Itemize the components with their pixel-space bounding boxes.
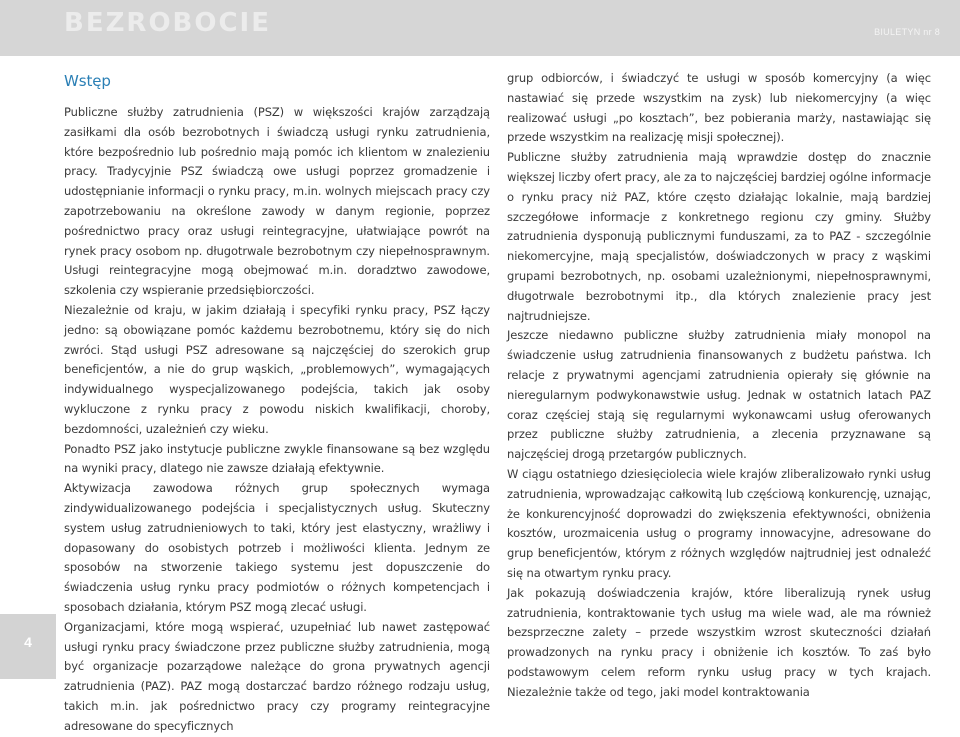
paragraph: Publiczne służby zatrudnienia mają wprawdzie dostęp do znacznie większej liczby ofert pracy, ale za to najczęściej bardziej ogólne informacje o rynku pracy niż PAZ, które często działając lokalnie, mają bardziej szczegółowe informacje z konkretnego regionu czy gminy. Służby zatrudnienia dysponują publicznymi funduszami, za to PAZ - szczególnie niekomercyjne, mają specjalistów, doświadczonych w pracy z wąskimi grupami bezrobotnych, np. osobami uzależnionymi, niepełnosprawnymi, długotrwale bezrobotnymi itp., dla których znalezienie pracy jest najtrudniejsze. [507, 150, 931, 323]
paragraph: Publiczne służby zatrudnienia (PSZ) w większości krajów zarządzają zasiłkami dla osób bezrobotnych i świadczą usługi rynku zatrudnienia, które bezpośrednio lub pośrednio mają pomóc ich klientom w znalezieniu pracy. Tradycyjnie PSZ świadczą owe usługi poprzez gromadzenie i udostępnianie informacji o rynku pracy, m.in. wolnych miejscach pracy czy zapotrzebowaniu na określone zawody w danym regionie, poprzez pośrednictwo pracy oraz usługi reintegracyjne, ułatwiające powrót na rynek pracy osobom np. długotrwale bezrobotnym czy niepełnosprawnym. Usługi reintegracyjne mogą obejmować m.in. doradztwo zawodowe, szkolenia czy wspieranie przedsiębiorczości. [64, 105, 490, 298]
brand-title: BEZROBOCIE [64, 8, 271, 38]
paragraph: Ponadto PSZ jako instytucje publiczne zwykle finansowane są bez względu na wyniki pracy, dlatego nie zawsze działają efektywnie. [64, 441, 490, 476]
page-number-box [0, 614, 56, 679]
left-column [64, 66, 490, 737]
page-number: 4 [24, 634, 32, 650]
paragraph: grup odbiorców, i świadczyć te usługi w sposób komercyjny (a więc nastawiać się przede wszystkim na zysk) lub niekomercyjny (a więc realizować usługi „po kosztach”, bez pobierania marży, nastawiając się przede wszystkim na realizację misji społecznej). [507, 71, 931, 145]
paragraph: Jak pokazują doświadczenia krajów, które liberalizują rynek usług zatrudnienia, kontraktowanie tych usług ma wiele wad, ale ma również bezsprzeczne zalety – przede wszystkim wzrost skuteczności działań prowadzonych na rynku pracy i obniżenie ich kosztów. To zaś było podstawowym celem reform rynku usług pracy w tych krajach. Niezależnie także od tego, jaki model kontraktowania [507, 585, 931, 699]
paragraph: Organizacjami, które mogą wspierać, uzupełniać lub nawet zastępować usługi rynku pracy świadczone przez publiczne służby zatrudnienia, mogą być organizacje pozarządowe należące do grona prywatnych agencji zatrudnienia (PAZ). PAZ mogą dostarczać bardzo różnego rodzaju usług, takich m.in. jak pośrednictwo pracy czy programy reintegracyjne adresowane do specyficznych [64, 619, 490, 733]
paragraph: Aktywizacja zawodowa różnych grup społecznych wymaga zindywidualizowanego podejścia i specjalistycznych usług. Skuteczny system usług zatrudnieniowych to taki, który jest elastyczny, wrażliwy i dopasowany do osobistych potrzeb i możliwości klienta. Jednym ze sposobów na stworzenie takiego systemu jest dopuszczenie do świadczenia usług rynku pracy podmiotów o różnych kompetencjach i sposobach działania, którym PSZ mogą zlecać usługi. [64, 481, 490, 614]
issue-label: BIULETYN nr 8 [874, 27, 940, 37]
paragraph: Niezależnie od kraju, w jakim działają i specyfiki rynku pracy, PSZ łączy jedno: są obowiązane pomóc każdemu bezrobotnemu, który się do nich zwróci. Stąd usługi PSZ adresowane są najczęściej do szerokich grup beneficjentów, a nie do grup wąskich, „problemowych”, wymagających indywidualnego wyspecjalizowanego podejścia, takich jak osoby wykluczone z rynku pracy z powodu niskich kwalifikacji, choroby, bezdomności, uzależnień czy wieku. [64, 302, 490, 436]
page-header [0, 0, 960, 56]
section-title: Wstęp [64, 72, 111, 90]
paragraph: W ciągu ostatniego dziesięciolecia wiele krajów zliberalizowało rynki usług zatrudnienia, wprowadzając całkowitą lub częściową konkurencję, uznając, że konkurencyjność doprowadzi do zwiększenia efektywności, obniżenia kosztów, urozmaicenia usług o programy innowacyjne, adresowane do grup beneficjentów, którym z różnych względów najtrudniej jest odnaleźć się na otwartym rynku pracy. [507, 466, 931, 580]
paragraph: Jeszcze niedawno publiczne służby zatrudnienia miały monopol na świadczenie usług zatrudnienia finansowanych z budżetu państwa. Ich relacje z prywatnymi agencjami zatrudnienia opierały się głównie na nieregularnym podwykonawstwie usług. Jednak w ostatnich latach PAZ coraz częściej stają się regularnymi wykonawcami usług oferowanych przez publiczne służby zatrudnienia, a zlecenia przyznawane są najczęściej drogą przetargów publicznych. [507, 328, 931, 462]
right-column [507, 69, 931, 703]
